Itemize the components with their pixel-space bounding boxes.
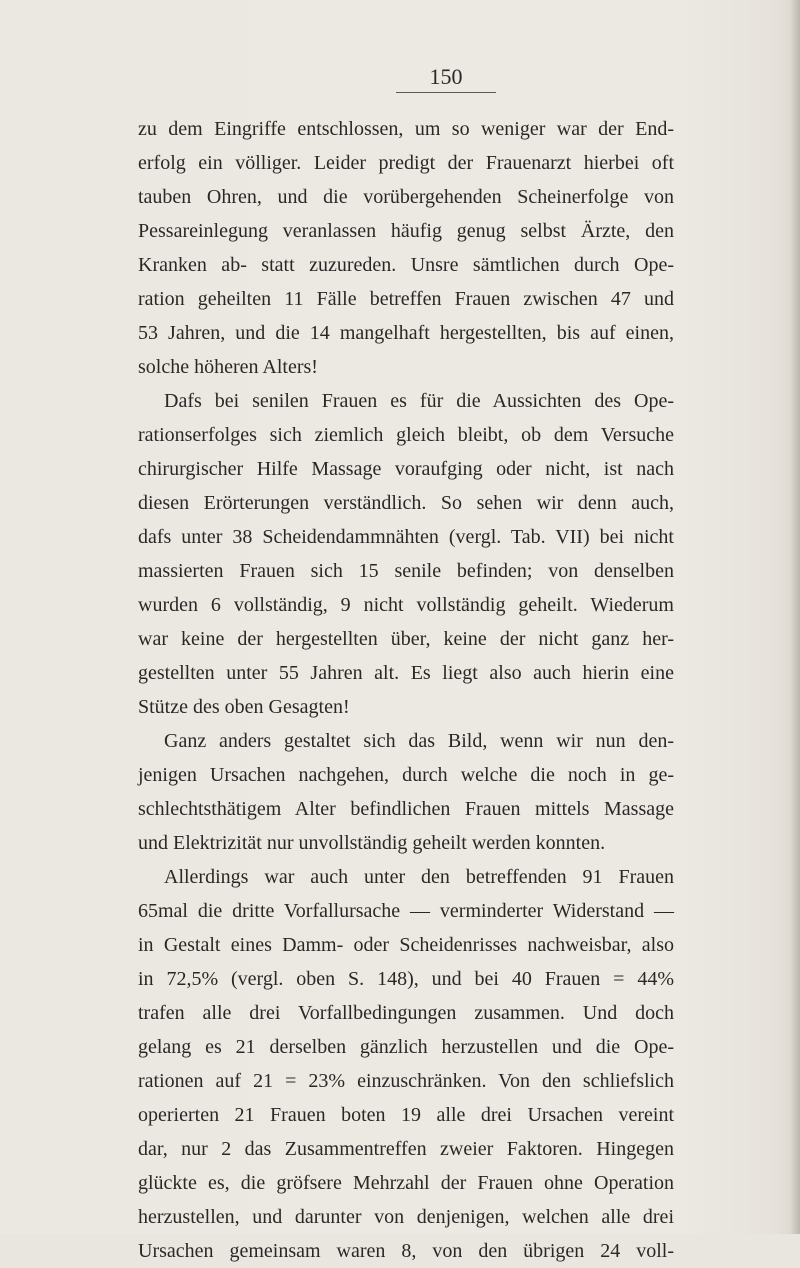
text-line: ration geheilten 11 Fälle betreffen Frauen zwischen 47 und <box>138 288 674 310</box>
text-line: zu dem Eingriffe entschlossen, um so weniger war der End- <box>138 118 674 140</box>
text-line: dafs unter 38 Scheidendammnähten (vergl. Tab. VII) bei nicht <box>138 526 674 548</box>
text-line: Ursachen gemeinsam waren 8, von den übrigen 24 voll- <box>138 1240 674 1262</box>
text-line: Stütze des oben Gesagten! <box>138 696 350 718</box>
text-line: solche höheren Alters! <box>138 356 318 378</box>
text-line: Pessareinlegung veranlassen häufig genug selbst Ärzte, den <box>138 220 674 242</box>
body-text <box>138 112 674 1268</box>
text-line: rationserfolges sich ziemlich gleich bleibt, ob dem Versuche <box>138 424 674 446</box>
text-line: diesen Erörterungen verständlich. So sehen wir denn auch, <box>138 492 674 514</box>
page-number: 150 <box>429 64 463 89</box>
text-line: tauben Ohren, und die vorübergehenden Scheinerfolge von <box>138 186 674 208</box>
page-edge-shadow <box>790 0 800 1234</box>
text-line: Kranken ab- statt zuzureden. Unsre sämtlichen durch Ope- <box>138 254 674 276</box>
text-line: rationen auf 21 = 23% einzuschränken. Von den schliefslich <box>138 1070 674 1092</box>
text-line: herzustellen, und darunter von denjenigen, welchen alle drei <box>138 1206 674 1228</box>
text-line: trafen alle drei Vorfallbedingungen zusammen. Und doch <box>138 1002 674 1024</box>
text-line: glückte es, die gröfsere Mehrzahl der Frauen ohne Operation <box>138 1172 674 1194</box>
text-line: Dafs bei senilen Frauen es für die Aussichten des Ope- <box>164 390 674 412</box>
page-number-rule <box>396 92 496 93</box>
text-line: gelang es 21 derselben gänzlich herzustellen und die Ope- <box>138 1036 674 1058</box>
text-line: schlechtsthätigem Alter befindlichen Frauen mittels Massage <box>138 798 674 820</box>
text-line: in 72,5% (vergl. oben S. 148), und bei 40 Frauen = 44% <box>138 968 674 990</box>
text-line: gestellten unter 55 Jahren alt. Es liegt also auch hierin eine <box>138 662 674 684</box>
text-line: operierten 21 Frauen boten 19 alle drei Ursachen vereint <box>138 1104 674 1126</box>
text-line: Allerdings war auch unter den betreffenden 91 Frauen <box>164 866 674 888</box>
text-line: massierten Frauen sich 15 senile befinden; von denselben <box>138 560 674 582</box>
text-line: wurden 6 vollständig, 9 nicht vollständig geheilt. Wiederum <box>138 594 674 616</box>
text-line: in Gestalt eines Damm- oder Scheidenrisses nachweisbar, also <box>138 934 674 956</box>
text-line: dar, nur 2 das Zusammentreffen zweier Faktoren. Hingegen <box>138 1138 674 1160</box>
text-line: und Elektrizität nur unvollständig geheilt werden konnten. <box>138 832 606 854</box>
text-line: chirurgischer Hilfe Massage voraufging oder nicht, ist nach <box>138 458 674 480</box>
text-line: 53 Jahren, und die 14 mangelhaft hergestellten, bis auf einen, <box>138 322 674 344</box>
text-line: 65mal die dritte Vorfallursache — verminderter Widerstand — <box>138 900 674 922</box>
text-line: erfolg ein völliger. Leider predigt der Frauenarzt hierbei oft <box>138 152 674 174</box>
text-line: jenigen Ursachen nachgehen, durch welche die noch in ge- <box>138 764 674 786</box>
text-line: war keine der hergestellten über, keine der nicht ganz her- <box>138 628 674 650</box>
text-line: Ganz anders gestaltet sich das Bild, wenn wir nun den- <box>164 730 674 752</box>
